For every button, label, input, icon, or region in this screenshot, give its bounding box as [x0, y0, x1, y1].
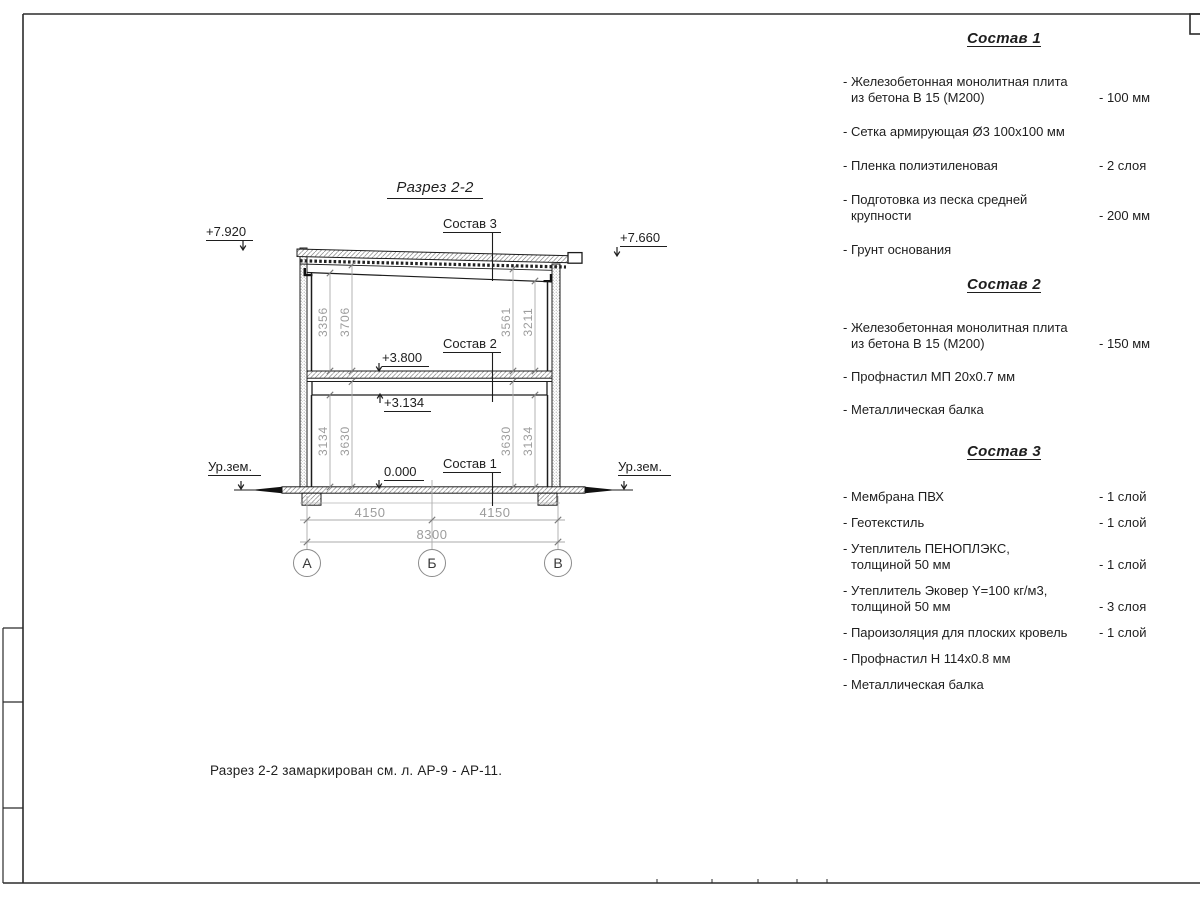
- spec-item: [843, 583, 1165, 615]
- leader-label-sostav3: Состав 3: [443, 217, 501, 233]
- spec-item-name: - Профнастил Н 114x0.8 мм: [843, 651, 1011, 666]
- spec-item-value: - 2 слоя: [1099, 158, 1147, 173]
- spec-item-name: - Грунт основания: [843, 242, 952, 257]
- vdim-lower-left-outer: 3630: [338, 426, 352, 456]
- dim-span-right: 4150: [479, 505, 511, 520]
- spec-item: [843, 320, 1165, 352]
- spec-item-name: - Железобетонная монолитная плита из бетона В 15 (М200): [843, 320, 1068, 351]
- axis-bubble-b: Б: [418, 549, 446, 577]
- vdim-lower-right-outer: 3134: [521, 426, 535, 456]
- spec-item-value: - 200 мм: [1099, 208, 1151, 223]
- spec-item: [843, 124, 1165, 140]
- spec-item: [843, 74, 1165, 106]
- spec-item-value: - 150 мм: [1099, 336, 1151, 351]
- elevation-floor1: 0.000: [384, 465, 424, 481]
- spec-section-heading: Состав 3: [967, 443, 1041, 460]
- side-stamp-boxes: [3, 628, 23, 883]
- spec-item-name: - Утеплитель ПЕНОПЛЭКС, толщиной 50 мм: [843, 541, 1010, 572]
- vdim-upper-right-inner: 3561: [499, 307, 513, 337]
- spec-item: [843, 515, 1165, 531]
- spec-item-name: - Пароизоляция для плоских кровель: [843, 625, 1068, 640]
- spec-item-name: - Геотекстиль: [843, 515, 925, 530]
- right-wall: [552, 264, 560, 489]
- spec-item: [843, 677, 1165, 693]
- spec-section-2: [843, 276, 1165, 418]
- vdim-upper-right-outer: 3211: [521, 307, 535, 337]
- spec-item-value: - 1 слой: [1099, 515, 1147, 530]
- elevation-arrows: [238, 241, 627, 489]
- spec-item: [843, 402, 1165, 418]
- roof-beam-bottom: [307, 273, 552, 282]
- spec-item-value: - 100 мм: [1099, 90, 1151, 105]
- spec-item: [843, 651, 1165, 667]
- section-title: Разрез 2-2: [387, 179, 483, 199]
- vdim-upper-left-inner: 3356: [316, 307, 330, 337]
- spec-item: [843, 625, 1165, 641]
- spec-item-value: - 1 слой: [1099, 625, 1147, 640]
- dim-span-left: 4150: [354, 505, 386, 520]
- elevation-roof-right: +7.660: [620, 231, 667, 247]
- foundation-right: [538, 493, 557, 505]
- vdim-lower-right-inner: 3630: [499, 426, 513, 456]
- ground-level-label-right: Ур.зем.: [618, 460, 671, 476]
- spec-item: [843, 369, 1165, 385]
- spec-item: [843, 541, 1165, 573]
- building-section: [234, 233, 633, 506]
- spec-item: [843, 242, 1165, 258]
- specs-panel: [843, 0, 1165, 900]
- axis-bubble-v: В: [544, 549, 572, 577]
- spec-item-name: - Мембрана ПВХ: [843, 489, 944, 504]
- spec-item-name: - Подготовка из песка средней крупности: [843, 192, 1028, 223]
- spec-item: [843, 489, 1165, 505]
- sheet-note: Разрез 2-2 замаркирован см. л. АР-9 - АР-11.: [210, 763, 503, 778]
- roof-edge-cap: [568, 253, 582, 264]
- left-wall: [300, 248, 307, 489]
- spec-section-3: [843, 443, 1165, 693]
- vdim-upper-left-outer: 3706: [338, 307, 352, 337]
- spec-item: [843, 192, 1165, 224]
- elevation-floor2: +3.800: [382, 351, 429, 367]
- spec-item-name: - Профнастил МП 20x0.7 мм: [843, 369, 1016, 384]
- spec-item-name: - Утеплитель Эковер Y=100 кг/м3, толщиной 50 мм: [843, 583, 1048, 614]
- spec-item-value: - 3 слоя: [1099, 599, 1147, 614]
- spec-item: [843, 158, 1165, 174]
- axis-bubble-a: А: [293, 549, 321, 577]
- leader-label-sostav1: Состав 1: [443, 457, 501, 473]
- spec-item-value: - 1 слой: [1099, 489, 1147, 504]
- vdim-lower-left-inner: 3134: [316, 426, 330, 456]
- spec-section-heading: Состав 1: [967, 30, 1041, 47]
- ground-level-label-left: Ур.зем.: [208, 460, 261, 476]
- spec-item-name: - Сетка армирующая Ø3 100x100 мм: [843, 124, 1065, 139]
- spec-section-1: [843, 30, 1165, 258]
- foundation-left: [302, 493, 321, 505]
- elevation-beam: +3.134: [384, 396, 431, 412]
- leader-label-sostav2: Состав 2: [443, 337, 501, 353]
- frame-corner-box: [1190, 14, 1200, 34]
- dim-span-total: 8300: [416, 527, 448, 542]
- spec-item-name: - Металлическая балка: [843, 677, 984, 692]
- elevation-roof-left: +7.920: [206, 225, 253, 241]
- spec-item-name: - Пленка полиэтиленовая: [843, 158, 998, 173]
- spec-item-name: - Металлическая балка: [843, 402, 984, 417]
- floor-slab: [307, 371, 552, 378]
- spec-section-heading: Состав 2: [967, 276, 1041, 293]
- spec-item-value: - 1 слой: [1099, 557, 1147, 572]
- dimension-lines: [300, 262, 565, 549]
- spec-item-name: - Железобетонная монолитная плита из бетона В 15 (М200): [843, 74, 1068, 105]
